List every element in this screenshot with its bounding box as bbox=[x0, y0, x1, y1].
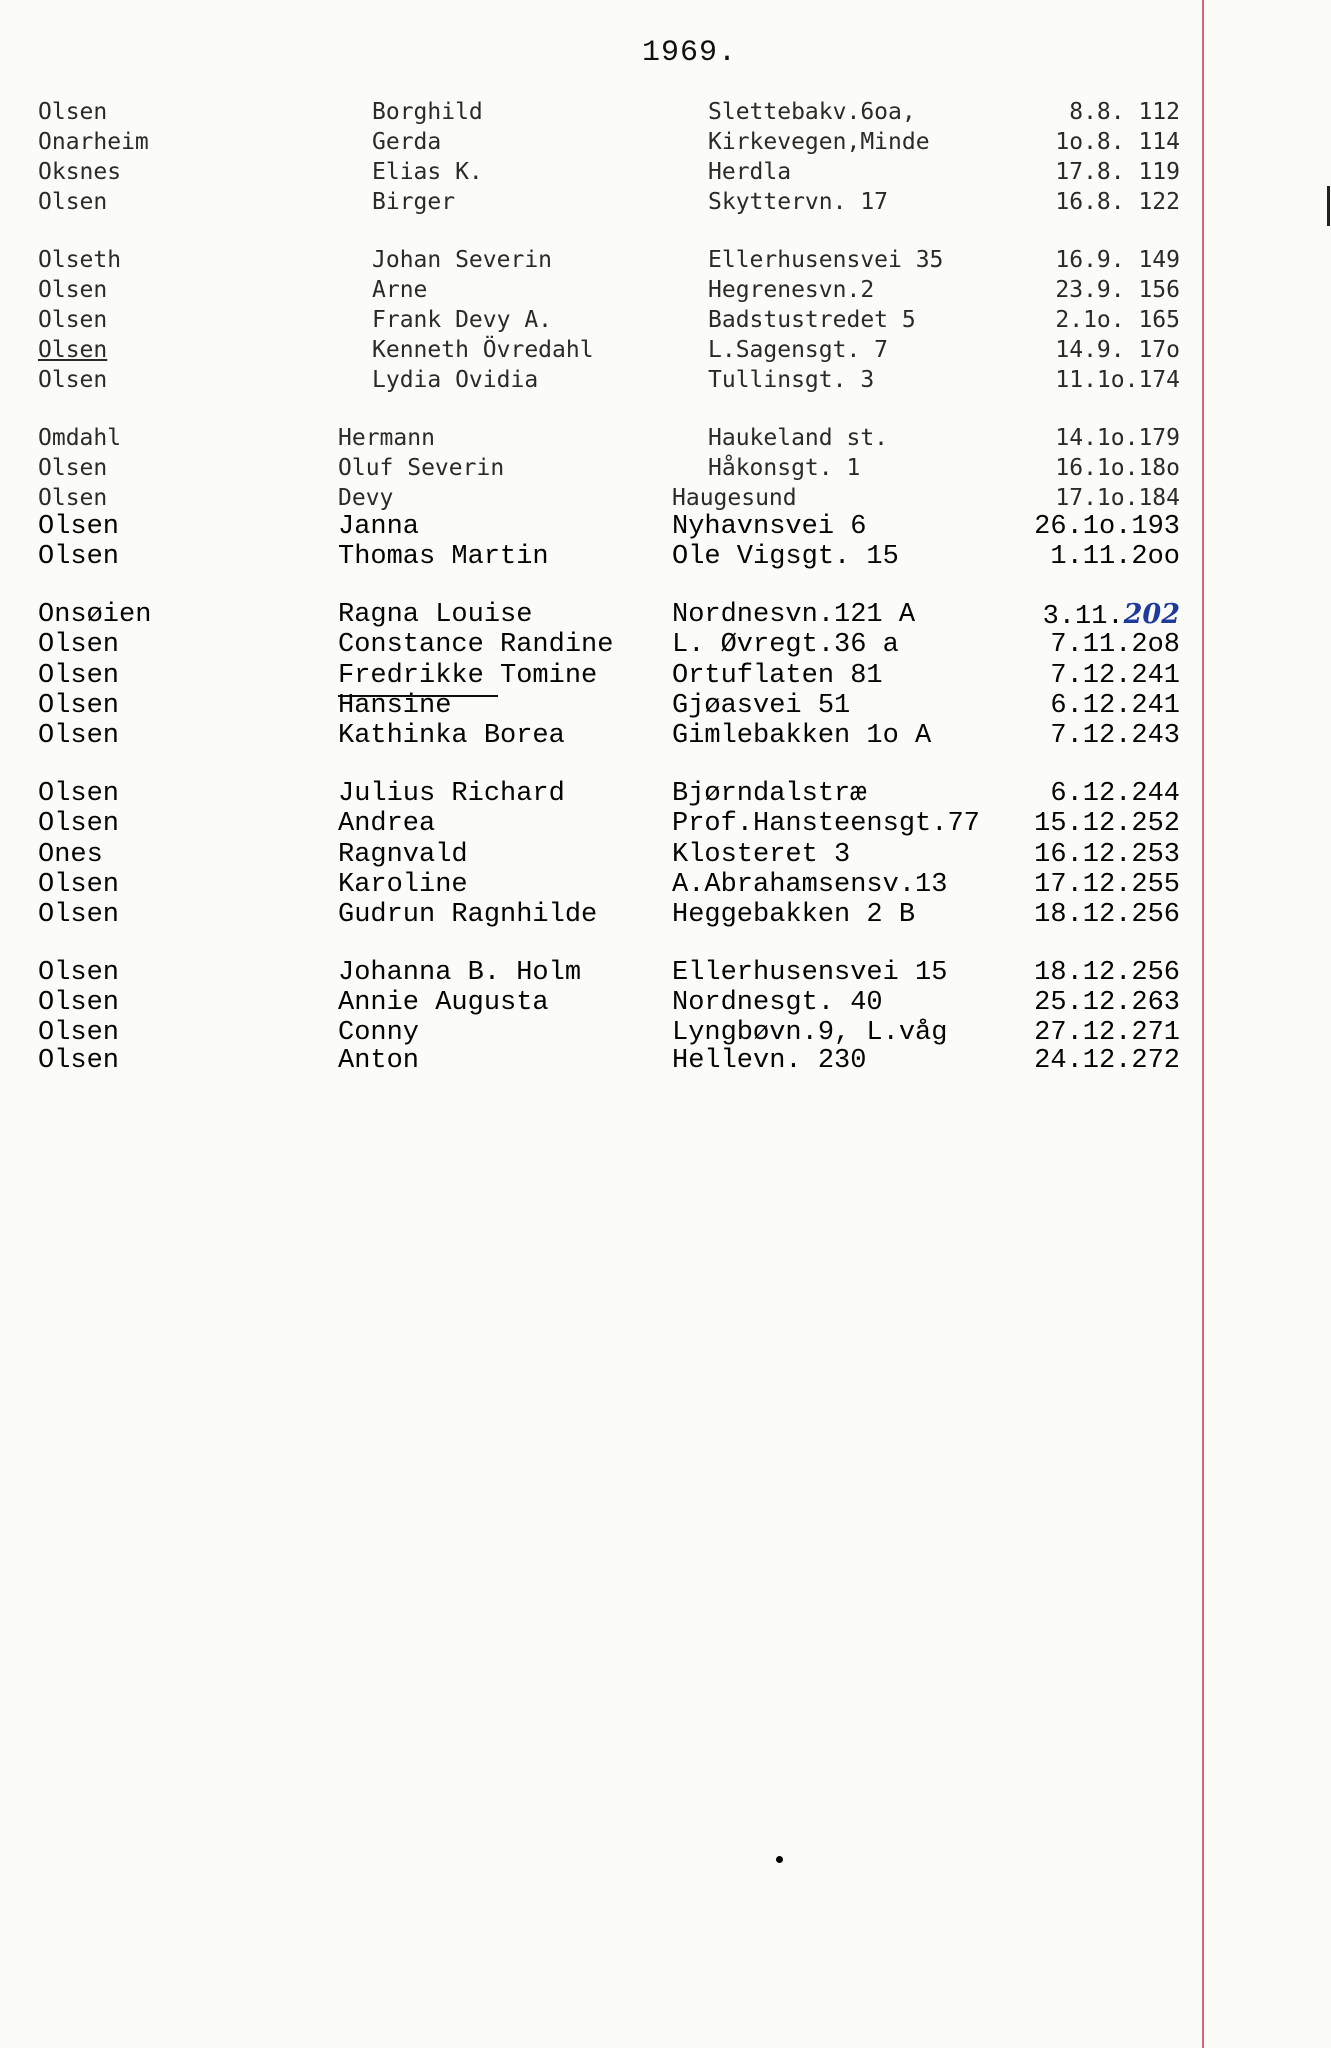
address: Tullinsgt. 3 bbox=[708, 367, 875, 393]
ink-dot bbox=[776, 1856, 783, 1863]
first-name: Hermann bbox=[338, 425, 435, 451]
address: Gjøasvei 51 bbox=[672, 691, 851, 721]
date-number: 8.8. 112 bbox=[1069, 99, 1180, 125]
date-number: 1.11.2oo bbox=[1050, 542, 1180, 572]
first-name: Arne bbox=[372, 277, 428, 303]
address: L.Sagensgt. 7 bbox=[708, 337, 889, 363]
date-number: 14.1o.179 bbox=[1055, 425, 1180, 451]
date-number: 17.8. 119 bbox=[1055, 159, 1180, 185]
date-number: 17.1o.184 bbox=[1055, 485, 1180, 511]
surname: Olsen bbox=[38, 512, 120, 542]
first-name: Anton bbox=[338, 1046, 420, 1076]
address: Ortuflaten 81 bbox=[672, 661, 883, 691]
first-name: Kathinka Borea bbox=[338, 721, 565, 751]
first-name: Oluf Severin bbox=[338, 455, 505, 481]
surname: Onsøien bbox=[38, 600, 152, 630]
address: Ellerhusensvei 15 bbox=[672, 958, 948, 988]
date-number: 27.12.271 bbox=[1034, 1018, 1180, 1048]
first-name: Constance Randine bbox=[338, 630, 614, 660]
surname: Olsen bbox=[38, 542, 120, 572]
address: Hegrenesvn.2 bbox=[708, 277, 875, 303]
first-name: Borghild bbox=[372, 99, 483, 125]
date-number: 24.12.272 bbox=[1034, 1046, 1180, 1076]
address: Kirkevegen,Minde bbox=[708, 129, 930, 155]
surname: Olsen bbox=[38, 307, 108, 333]
first-name: Gudrun Ragnhilde bbox=[338, 900, 598, 930]
date-number: 16.8. 122 bbox=[1055, 189, 1180, 215]
surname: Olseth bbox=[38, 247, 122, 273]
date-number: 16.9. 149 bbox=[1055, 247, 1180, 273]
first-name: Gerda bbox=[372, 129, 442, 155]
handwritten-number: 202 bbox=[1123, 599, 1180, 630]
date-number: 18.12.256 bbox=[1034, 958, 1180, 988]
surname: Olsen bbox=[38, 988, 120, 1018]
surname: Oksnes bbox=[38, 159, 122, 185]
address: L. Øvregt.36 a bbox=[672, 630, 899, 660]
date-number: 26.1o.193 bbox=[1034, 512, 1180, 542]
address: Lyngbøvn.9, L.våg bbox=[672, 1018, 948, 1048]
first-name: Fredrikke Tomine bbox=[338, 661, 598, 691]
surname: Olsen bbox=[38, 630, 120, 660]
surname: Olsen bbox=[38, 900, 120, 930]
surname: Olsen bbox=[38, 870, 120, 900]
date-number: 7.12.241 bbox=[1050, 661, 1180, 691]
page-year: 1969. bbox=[642, 36, 738, 70]
first-name: Kenneth Övredahl bbox=[372, 337, 594, 363]
edge-mark bbox=[1327, 186, 1330, 226]
surname: Olsen bbox=[38, 721, 120, 751]
first-name: Annie Augusta bbox=[338, 988, 549, 1018]
first-name: Andrea bbox=[338, 809, 436, 839]
surname: Ones bbox=[38, 840, 103, 870]
date-number: 6.12.241 bbox=[1050, 691, 1180, 721]
first-name: Karoline bbox=[338, 870, 468, 900]
first-name: Ragnvald bbox=[338, 840, 468, 870]
address: Ole Vigsgt. 15 bbox=[672, 542, 899, 572]
address: Nyhavnsvei 6 bbox=[672, 512, 867, 542]
address: Haugesund bbox=[672, 485, 797, 511]
surname: Olsen bbox=[38, 485, 108, 511]
date-number: 15.12.252 bbox=[1034, 809, 1180, 839]
first-name: Lydia Ovidia bbox=[372, 367, 539, 393]
first-name: Conny bbox=[338, 1018, 420, 1048]
date-number: 16.1o.18o bbox=[1055, 455, 1180, 481]
address: Herdla bbox=[708, 159, 792, 185]
address: Skyttervn. 17 bbox=[708, 189, 889, 215]
date-number: 7.11.2o8 bbox=[1050, 630, 1180, 660]
address: A.Abrahamsensv.13 bbox=[672, 870, 948, 900]
date-number: 11.1o.174 bbox=[1055, 367, 1180, 393]
margin-rule bbox=[1202, 0, 1204, 2048]
first-name: Julius Richard bbox=[338, 779, 565, 809]
surname: Olsen bbox=[38, 691, 120, 721]
surname: Olsen bbox=[38, 1018, 120, 1048]
first-name: Ragna Louise bbox=[338, 600, 533, 630]
address: Badstustredet 5 bbox=[708, 307, 916, 333]
surname: Olsen bbox=[38, 958, 120, 988]
address: Klosteret 3 bbox=[672, 840, 851, 870]
date-number: 7.12.243 bbox=[1050, 721, 1180, 751]
first-name: Johan Severin bbox=[372, 247, 553, 273]
date-number: 23.9. 156 bbox=[1055, 277, 1180, 303]
surname: Onarheim bbox=[38, 129, 149, 155]
surname: Omdahl bbox=[38, 425, 122, 451]
address: Slettebakv.6oa, bbox=[708, 99, 916, 125]
surname: Olsen bbox=[38, 455, 108, 481]
first-name: Frank Devy A. bbox=[372, 307, 553, 333]
date-number: 6.12.244 bbox=[1050, 779, 1180, 809]
address: Bjørndalstræ bbox=[672, 779, 867, 809]
address: Heggebakken 2 B bbox=[672, 900, 916, 930]
surname: Olsen bbox=[38, 189, 108, 215]
first-name: Hansine bbox=[338, 691, 452, 721]
address: Gimlebakken 1o A bbox=[672, 721, 932, 751]
date-number bbox=[1028, 600, 1180, 632]
address: Nordnesgt. 40 bbox=[672, 988, 883, 1018]
date-number: 17.12.255 bbox=[1034, 870, 1180, 900]
first-name: Thomas Martin bbox=[338, 542, 549, 572]
date-number: 2.1o. 165 bbox=[1055, 307, 1180, 333]
date-number: 1o.8. 114 bbox=[1055, 129, 1180, 155]
surname: Olsen bbox=[38, 809, 120, 839]
date-number: 14.9. 17o bbox=[1055, 337, 1180, 363]
date-number: 25.12.263 bbox=[1034, 988, 1180, 1018]
date-number-typed: 3.11. bbox=[1042, 602, 1124, 632]
surname: Olsen bbox=[38, 661, 120, 691]
first-name: Janna bbox=[338, 512, 420, 542]
address: Ellerhusensvei 35 bbox=[708, 247, 944, 273]
surname: Olsen bbox=[38, 1046, 120, 1076]
first-name: Elias K. bbox=[372, 159, 483, 185]
first-name: Birger bbox=[372, 189, 456, 215]
date-number: 18.12.256 bbox=[1034, 900, 1180, 930]
surname: Olsen bbox=[38, 779, 120, 809]
address: Haukeland st. bbox=[708, 425, 889, 451]
surname: Olsen bbox=[38, 337, 108, 363]
date-number: 16.12.253 bbox=[1034, 840, 1180, 870]
surname: Olsen bbox=[38, 367, 108, 393]
surname: Olsen bbox=[38, 99, 108, 125]
address: Håkonsgt. 1 bbox=[708, 455, 861, 481]
address: Nordnesvn.121 A bbox=[672, 600, 916, 630]
first-name: Johanna B. Holm bbox=[338, 958, 582, 988]
surname: Olsen bbox=[38, 277, 108, 303]
address: Prof.Hansteensgt.77 bbox=[672, 809, 980, 839]
first-name: Devy bbox=[338, 485, 394, 511]
address: Hellevn. 230 bbox=[672, 1046, 867, 1076]
